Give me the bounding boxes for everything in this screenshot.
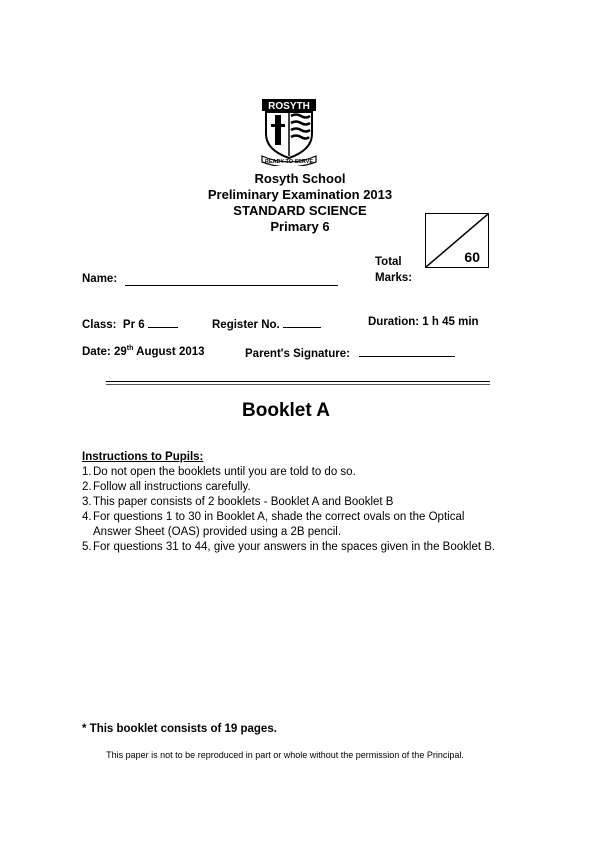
parent-signature-field (245, 345, 455, 360)
parent-signature-label: Parent's Signature: (245, 348, 350, 360)
date-suffix: th (126, 345, 134, 352)
class-field (82, 316, 178, 331)
date-day: 29 (113, 345, 127, 358)
register-label: Register No. (212, 319, 280, 331)
subject-title: STANDARD SCIENCE (233, 203, 367, 218)
date-label: Date: (82, 345, 111, 358)
divider-line (106, 381, 490, 382)
exam-title: Preliminary Examination 2013 (207, 187, 393, 202)
svg-text:READY TO SERVE: READY TO SERVE (264, 159, 314, 165)
class-value: Pr 6 (122, 319, 145, 331)
parent-signature-blank[interactable] (359, 345, 455, 357)
date-field (82, 345, 205, 358)
class-blank[interactable] (148, 316, 178, 328)
page-count-note: * This booklet consists of 19 pages. (82, 723, 277, 735)
instruction-item (82, 510, 502, 540)
duration-label: Duration: 1 h 45 min (368, 316, 479, 328)
register-field (212, 316, 321, 331)
instruction-number: 2. (82, 481, 92, 493)
name-label: Name: (82, 273, 118, 285)
instruction-text: For questions 31 to 44, give your answers in the spaces given in the Booklet B. (93, 541, 496, 553)
name-blank[interactable] (125, 285, 338, 286)
marks-label: Marks: (375, 272, 413, 284)
register-blank[interactable] (283, 316, 321, 328)
svg-text:ROSYTH: ROSYTH (268, 101, 310, 112)
divider-line-thin (106, 384, 490, 385)
level-title: Primary 6 (270, 219, 330, 234)
date-month-year: August 2013 (136, 345, 205, 358)
total-marks-value: 60 (464, 249, 480, 265)
instruction-number: 1. (82, 466, 92, 478)
instructions-heading: Instructions to Pupils: (82, 451, 204, 463)
instruction-text: This paper consists of 2 booklets - Booklet A and Booklet B (93, 496, 394, 508)
booklet-title: Booklet A (242, 400, 330, 421)
copyright-footer: This paper is not to be reproduced in part or whole without the permission of the Principal. (106, 750, 464, 760)
instruction-item (82, 495, 502, 510)
instruction-item (82, 540, 502, 555)
total-label: Total (375, 256, 402, 268)
instruction-text: For questions 1 to 30 in Booklet A, shade the correct ovals on the Optical Answer Sheet (OAS) provided using a 2B pencil. (93, 511, 465, 538)
instructions-block (82, 450, 502, 555)
instruction-number: 3. (82, 496, 92, 508)
instructions-list (82, 465, 502, 555)
instruction-number: 4. (82, 511, 92, 523)
school-name: Rosyth School (254, 171, 346, 186)
class-label: Class: (82, 319, 117, 331)
instruction-number: 5. (82, 541, 92, 553)
total-marks-box (425, 213, 489, 268)
instruction-text: Do not open the booklets until you are told to do so. (93, 466, 356, 478)
instruction-item (82, 480, 502, 495)
instruction-item (82, 465, 502, 480)
instruction-text: Follow all instructions carefully. (93, 481, 251, 493)
school-crest-logo (258, 98, 320, 166)
